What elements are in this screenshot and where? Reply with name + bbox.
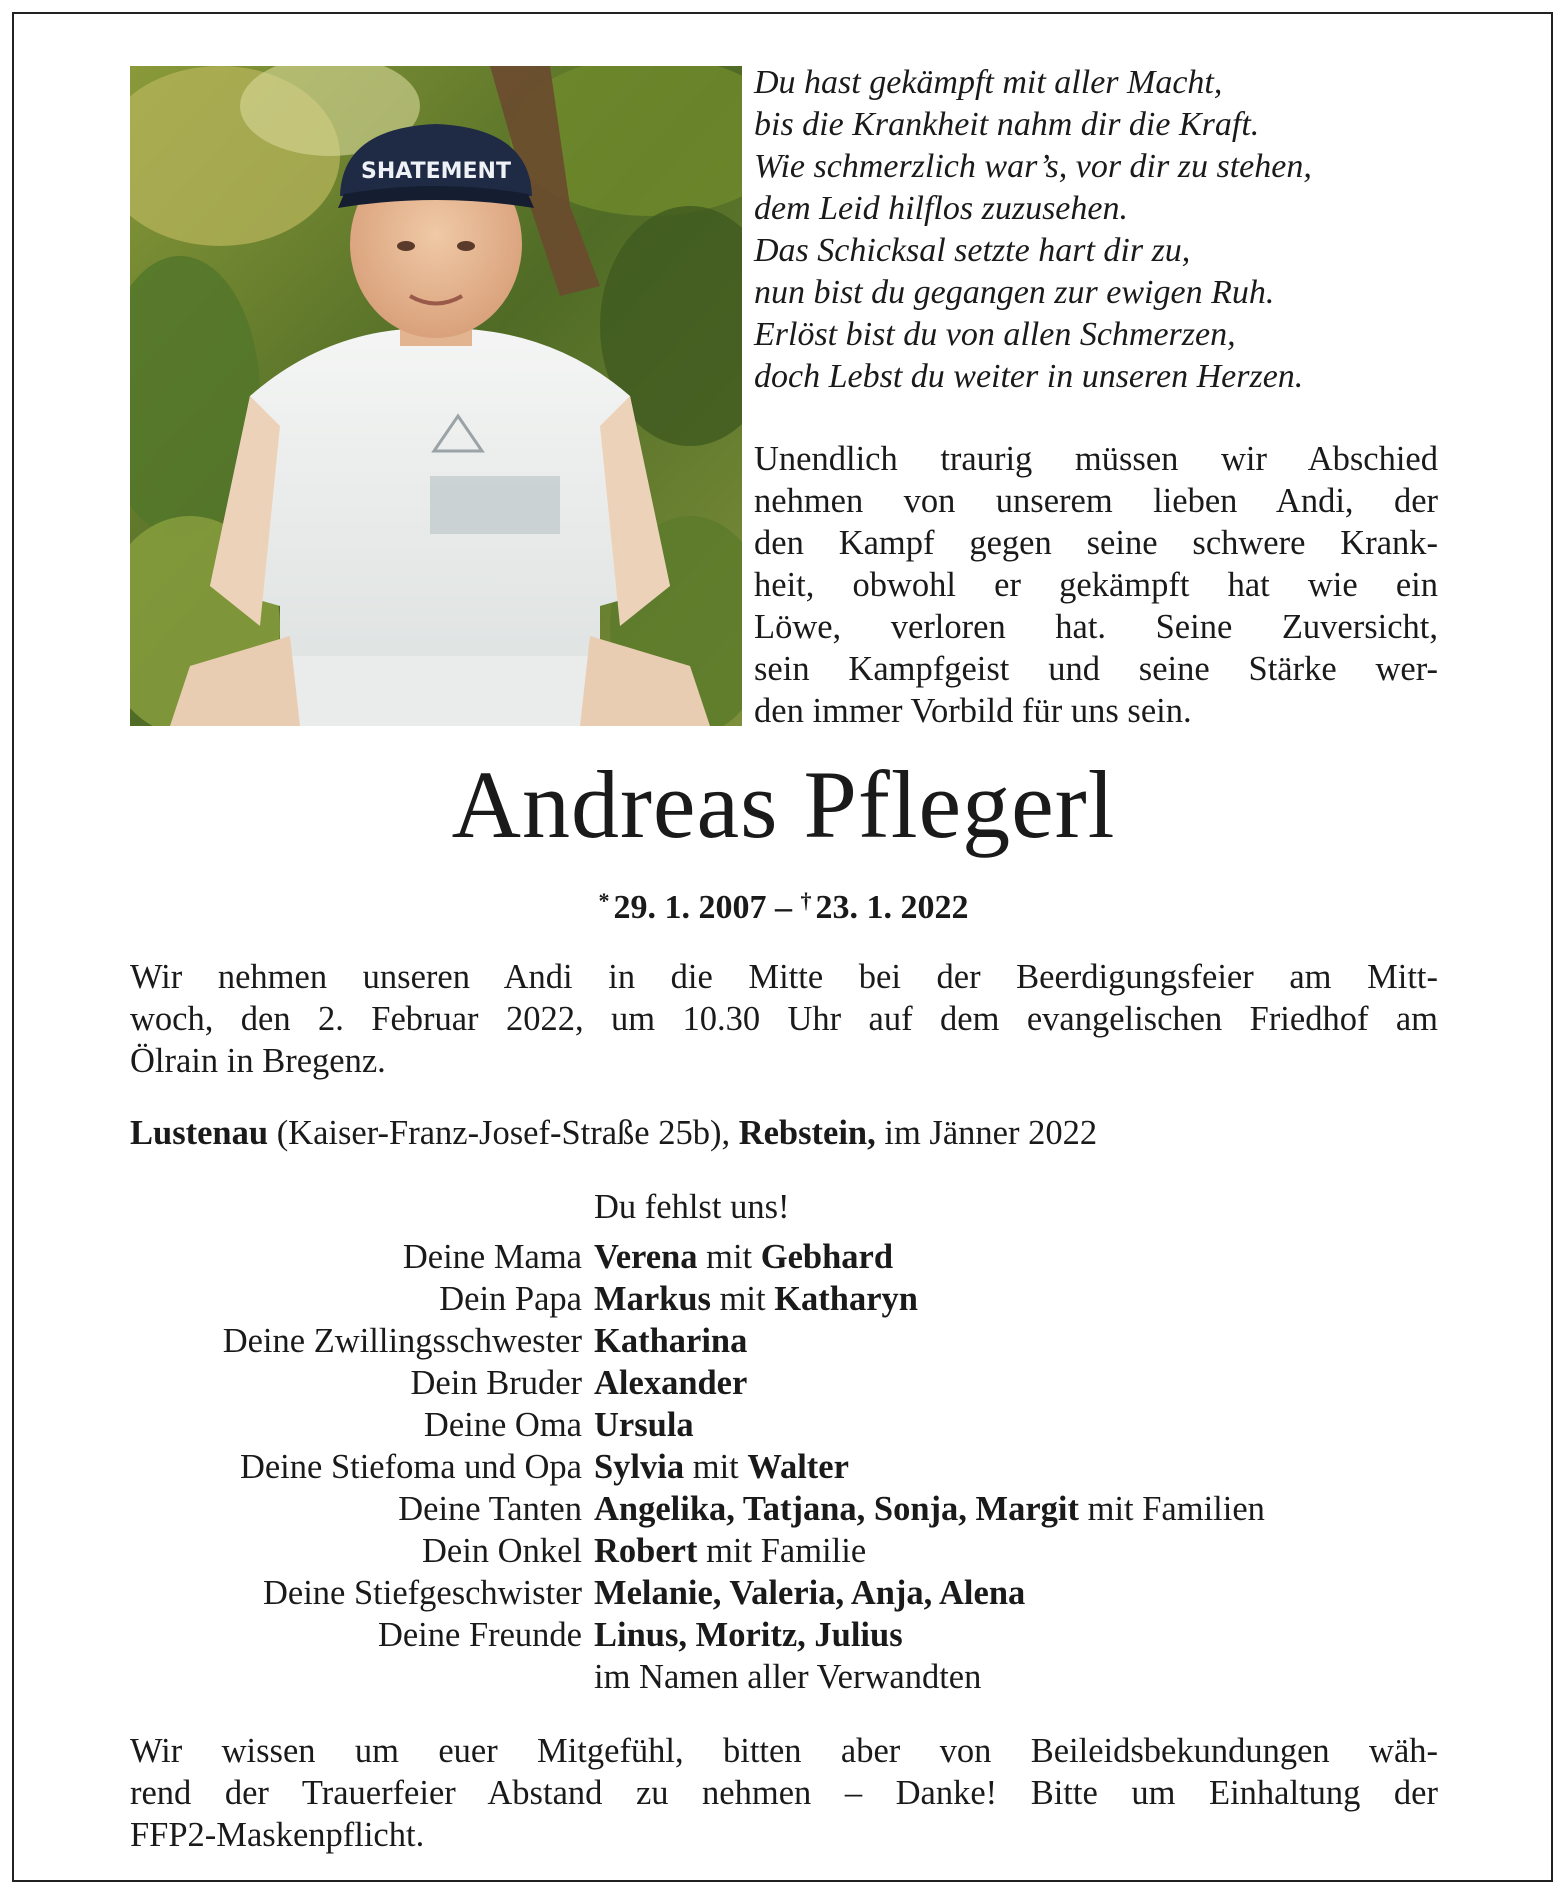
family-member-name: Melanie, Valeria, Anja, Alena <box>594 1574 1026 1612</box>
family-row <box>100 1530 1500 1572</box>
ceremony-line: woch, den 2. Februar 2022, um 10.30 Uhr auf dem evangelischen Friedhof am <box>130 1000 1438 1038</box>
family-member-name: Linus, Moritz, Julius <box>594 1616 903 1654</box>
family-connector: mit Familie <box>697 1532 867 1570</box>
poem-line: Das Schicksal setzte hart dir zu, <box>754 232 1191 269</box>
intro-line: heit, obwohl er gekämpft hat wie ein <box>754 566 1438 604</box>
poem-line: Du hast gekämpft mit aller Macht, <box>754 64 1223 101</box>
family-relation: Deine Mama <box>402 1238 582 1276</box>
place-town-2: Rebstein, <box>738 1114 876 1152</box>
poem <box>754 62 1454 398</box>
family-row <box>100 1320 1500 1362</box>
family-names <box>594 1362 747 1404</box>
place-address: (Kaiser-Franz-Josef-Straße 25b), <box>268 1114 739 1152</box>
family-member-name: Markus <box>594 1280 711 1318</box>
death-date: 23. 1. 2022 <box>815 889 969 926</box>
poem-line: nun bist du gegangen zur ewigen Ruh. <box>754 274 1275 311</box>
date-separator: – <box>766 889 801 926</box>
family-member-name: Walter <box>747 1448 849 1486</box>
family-connector: mit <box>710 1280 775 1318</box>
poem-line: Erlöst bist du von allen Schmerzen, <box>754 316 1236 353</box>
family-names <box>594 1656 981 1698</box>
ceremony-text <box>130 956 1438 1082</box>
family-row <box>100 1656 1500 1698</box>
family-relation: Deine Tanten <box>398 1490 582 1528</box>
place-town-1: Lustenau <box>130 1114 269 1152</box>
family-member-name: Ursula <box>594 1406 694 1444</box>
family-connector: mit <box>684 1448 748 1486</box>
family-connector: mit Familien <box>1078 1490 1265 1528</box>
family-relation: Deine Stiefgeschwister <box>262 1574 582 1612</box>
poem-line: Wie schmerzlich war’s, vor dir zu stehen, <box>754 148 1312 185</box>
deceased-name: Andreas Pflegerl <box>451 751 1116 858</box>
portrait-photo <box>130 66 742 726</box>
poem-line: bis die Krankheit nahm dir die Kraft. <box>754 106 1260 143</box>
family-row <box>100 1488 1500 1530</box>
family-names <box>594 1236 893 1278</box>
family-row <box>100 1362 1500 1404</box>
closing-line: FFP2-Maskenpflicht. <box>130 1816 425 1854</box>
family-row <box>100 1278 1500 1320</box>
intro-line: sein Kampfgeist und seine Stärke wer- <box>754 650 1438 688</box>
family-connector: mit <box>697 1238 761 1276</box>
family-member-name: Katharina <box>594 1322 748 1360</box>
miss-you-line: Du fehlst uns! <box>594 1188 790 1226</box>
closing-line: rend der Trauerfeier Abstand zu nehmen – Danke! Bitte um Einhaltung der <box>130 1774 1438 1812</box>
family-member-name: Sylvia <box>594 1448 685 1486</box>
family-relation: Dein Bruder <box>410 1364 582 1402</box>
family-names <box>594 1320 747 1362</box>
family-connector: im Namen aller Verwandten <box>594 1658 982 1696</box>
intro-line: Löwe, verloren hat. Seine Zuversicht, <box>754 608 1438 646</box>
intro-text <box>754 438 1438 732</box>
family-names <box>594 1446 849 1488</box>
family-row <box>100 1572 1500 1614</box>
life-dates <box>0 880 1567 929</box>
family-row <box>100 1236 1500 1278</box>
poem-line: dem Leid hilflos zuzusehen. <box>754 190 1128 227</box>
family-names <box>594 1614 903 1656</box>
cap-logo-text: SHATEMENT <box>361 159 511 184</box>
intro-line: den immer Vorbild für uns sein. <box>754 692 1192 730</box>
family-relation: Deine Zwillingsschwester <box>222 1322 582 1360</box>
ceremony-line: Wir nehmen unseren Andi in die Mitte bei der Beerdigungsfeier am Mitt- <box>130 958 1438 996</box>
intro-line: Unendlich traurig müssen wir Abschied <box>754 440 1438 478</box>
family-names <box>594 1404 694 1446</box>
family-list <box>100 1236 1500 1698</box>
family-row <box>100 1446 1500 1488</box>
place-date-line <box>130 1112 1450 1154</box>
family-member-name: Robert <box>594 1532 698 1570</box>
family-member-name: Verena <box>594 1238 698 1276</box>
family-names <box>594 1488 1265 1530</box>
ceremony-line: Ölrain in Bregenz. <box>130 1042 386 1080</box>
birth-symbol: * <box>598 888 610 913</box>
intro-line: den Kampf gegen seine schwere Krank- <box>754 524 1438 562</box>
birth-date: 29. 1. 2007 <box>613 889 767 926</box>
family-row <box>100 1404 1500 1446</box>
closing-line: Wir wissen um euer Mitgefühl, bitten aber von Beileidsbekundungen wäh- <box>130 1732 1438 1770</box>
family-member-name: Katharyn <box>774 1280 918 1318</box>
family-names <box>594 1278 918 1320</box>
family-names <box>594 1530 866 1572</box>
family-relation: Deine Freunde <box>377 1616 582 1654</box>
family-relation: Deine Stiefoma und Opa <box>239 1448 582 1486</box>
family-names <box>594 1572 1025 1614</box>
family-relation: Deine Oma <box>423 1406 582 1444</box>
place-date: im Jänner 2022 <box>875 1114 1098 1152</box>
poem-line: doch Lebst du weiter in unseren Herzen. <box>754 358 1304 395</box>
family-member-name: Gebhard <box>760 1238 894 1276</box>
family-member-name: Alexander <box>594 1364 748 1402</box>
intro-line: nehmen von unserem lieben Andi, der <box>754 482 1438 520</box>
closing-text <box>130 1730 1438 1856</box>
family-relation <box>100 1656 594 1698</box>
family-relation: Dein Papa <box>439 1280 582 1318</box>
family-row <box>100 1614 1500 1656</box>
family-member-name: Angelika, Tatjana, Sonja, Margit <box>594 1490 1079 1528</box>
death-symbol: † <box>800 888 812 913</box>
family-relation: Dein Onkel <box>421 1532 582 1570</box>
